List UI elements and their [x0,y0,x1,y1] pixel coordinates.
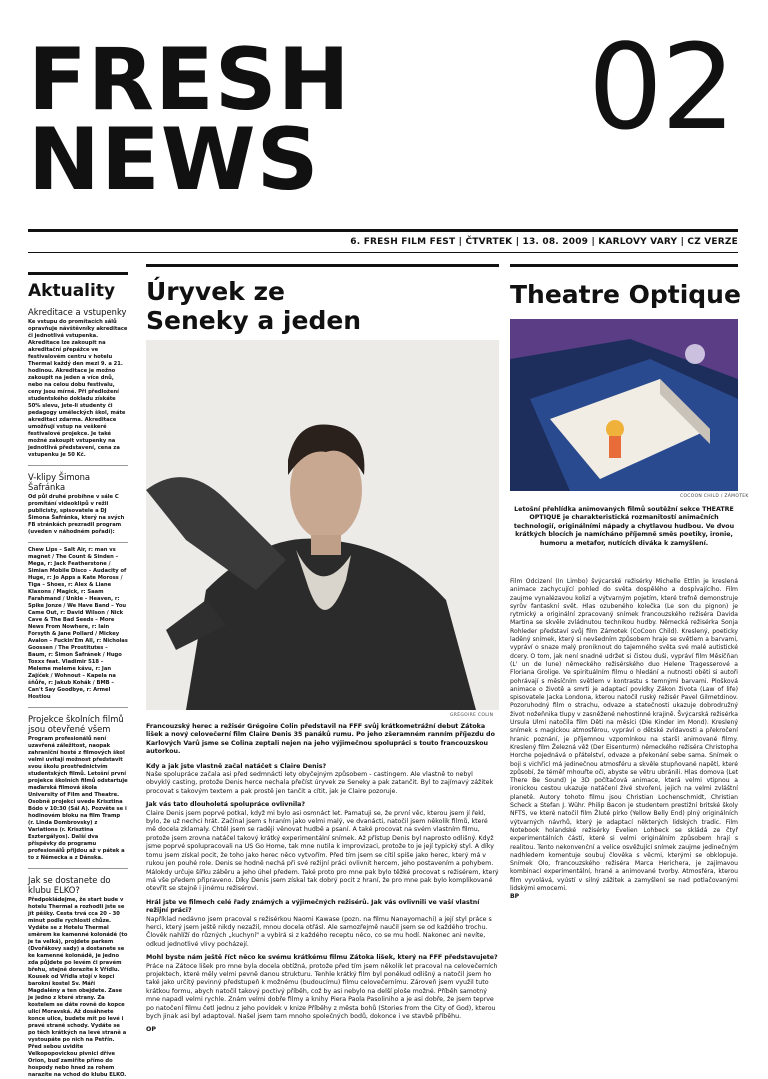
photo-credit: GRÉGOIRE COLIN [450,713,494,718]
theatre-title: Theatre Optique [510,280,741,309]
question: Mohl byste nám ještě říct něco ke svému krátkému filmu Zátoka lišek, který na FFF představujete? [146,954,498,962]
author-sign: OP [146,1026,156,1034]
divider [28,465,128,466]
issue-meta: 6. FRESH FILM FEST | ČTVRTEK | 13. 08. 2009 | KARLOVY VARY | CZ VERZE [350,237,738,247]
divider [28,868,128,869]
section-text: Program profesionálů není uzavřená záležitost, naopak zahraniční hosté z filmových škol velmi uvítají možnost představit svou školu prostřednictvím studentských filmů. Letošní první projekce školních filmů odstartuje maďarská filmová škola University of Film and Theatre. Osobně projekci uvede Krisztina Bódo v 10:30 (Sál A). Pozvěte se i hodinovém bloku na film Tramp (r. Linda Dombrovsky) z Variations (r. Krisztina Esztergályos). Další dva příspěvky do programu profesionálů přijdou až v pátek a to z Německa a z Dánska. [28,736,128,861]
section-text: Od půl druhé probíhne v sále C promítání videoklipů v režii publicisty, spisovatele a DJ Šimona Šafránka, který na svých FB stránkách prezradil program (uveden v náhodném pořadí): [28,494,125,535]
interview-body [146,723,499,1034]
center-rule [146,264,499,267]
theatre-body [510,578,738,988]
news-column [28,264,128,1078]
answer: Claire Denis jsem poprvé potkal, když mi bylo asi osmnáct let. Pamatuji se, že první věc, kterou jsem jí řekl, bylo, že už nechci hrát. Začínal jsem s hraním jako velmi malý, ve dvanácti, natočil jsem několik filmů, které mě docela zklamaly. Chtěl jsem se raději věnovat hudbě a psaní. A také procovat na svém vlastním filmu, protože jsem zrovna natáčel takový krátký experimentální snímek. Až přístup Denis byl naprosto odlišný. Když jsme poprvé spolupracovali na US Go Home, tak mne nutila k improvizaci, protože to je její typický styl. A díky tomu jsem získal pocit, že toho jako herec něco vytvořím. Před tím jsem se cítil spíše jako herec, který má v rukou jen pouhé role. Denis se hodně nechá při své režijní práci ovlivnit hercem, jeho postavením a pohybem. Málokdy určuje šířku záběru a jeho úhel předem. Také proto pro mne pak bylo těžké procovat s režisérem, který má vše předem připraveno. Díky Denis jsem získal tak dobrý pocit z hraní, že pro mne pak bylo komplikované otevřít se stejně i jinému režisérovi. [146,809,499,893]
section-title: Projekce školních filmů jsou otevřené všem [28,714,124,734]
question: Jak vás tato dlouholetá spolupráce ovlivnila? [146,801,306,809]
section-text: Ke vstupu do promítacích sálů opravňuje návštěvníky akreditace či jednotlivá vstupenka. Akreditace lze zakoupit na akreditační přepážce ve festivalovém centru v hotelu Thermal každý den mezi 9. a 21. hodinou. Akreditace je možno zakoupit na jeden a více dnů, nebo na celou dobu festivalu, ceny jsou mírné. Při předložení studentského dokladu získáte 50% slevu, jste-li studenty či pedagogy uměleckých škol, máte akreditaci zdarma. Akreditace umožňují vstup na veškeré festivalové projekce. Je také možné zakoupit vstupenky na jednotlivá představení, cena za vstupenku je 50 Kč. [28,319,128,458]
article-title: Úryvek ze Seneky a jeden [146,277,362,335]
section-list: Chew Lips – Salt Air, r: man vs magnet / The Count & Sinden – Mega, r: Jack Featherstone / Simian Mobile Disco – Audacity of Huge, r: Jo Apps a Kate Moross / Tiga – Shoes, r: Alex & Liane Klaxons / Magick, r: Saam Farahmand / Unkle – Heaven, r: Spike Jonze / We Have Band – You Came Out, r: David Wilson / Nick Cave & The Bad Seeds – More News From Nowhere, r: Iain Forsyth & Jane Pollard / Mickey Avalon – Fuckin'Em All, r: Nicholas Goossen / The Prostitutes – Baum, r: Šimon Šafránek / Hugo Toxxx feat. Vladimir 518 – Meleme meleme kávu, r: Jan Zajíček / Wohnout – Kapela na šňůře, r: Jakub Kohák / BMB – Can't Say Goodbye, r: Armel Hostiou [28,547,128,700]
issue-number: 02 [587,18,734,156]
masthead-line-1: FRESH [28,30,351,130]
animation-still [510,319,738,491]
header-rule [28,229,738,232]
interview-lead: Francouzský herec a režisér Grégoire Colin představil na FFF svůj krátkometrážní debut Zátoka lišek a nový celovečerní film Claire Denis 35 panáků rumu. Po jeho zšeramném ranním příjezdu do Karlových Varů jsme se Colina zeptali nejen na jeho výjimečnou spolupráci s touto francouzskou autorkou. [146,723,495,756]
answer: Například nedávno jsem pracoval s režisérkou Naomi Kawase (pozn. na filmu Nanayomachi) a její styl práce s herci, který jsem ještě nikdy nezažil, mnou docela otřásl. Ale samozřejmě naučil jsem se od každého trochu. Člověk nahlíží do různých „kuchyní" a vybírá si z každého receptu něco, co se mu hodí. Nakonec ani nevíte, odkud jednotlivé vlivy pocházejí. [146,915,492,948]
answer: Naše spolupráce začala asi před sedmnácti lety obyčejným způsobem - castingem. Ale vlastně to nebyl obvyklý casting, protože Denis herce nechala přečíst úryvek ze Seneky a pak zatančit. Byl to zajímavý zážitek procovat s takovým textem a pak prostě jen tančit a cítit, jak je Claire pozoruje. [146,771,494,795]
section-text: Předpokládejme, že start bude v hotelu Thermal a rozhodli jste se jít pěšky. Cesta trvá cca 20 - 30 minut podle rychlosti chůze. Vydáte se z Hotelu Thermal směrem ke kamenné kolonádě (to je ta velká), projdete parkem (Dvořákovy sady) a dostanete se ke kamenné kolonádě, je jedno zda půjdete po levém či pravém břehu, stejně dorazíte k Vřídlu. Kousek od Vřídla stojí v kopci barokní kostel Sv. Máří Magdalény a ten obejdete. Zase je jedno z které strany. Za kostelem se dáte rovně do kopce ulicí Moravská. Až dosáhnete konce ulice, budete mít po levé i pravé straně schody. Vydáte se po těch krátkých na levé straně a vystoupáte po nich na Petřín. Před sebou uvidíte Velkopopovickou pivnici dříve Orion, buď zamiříte přímo do hospody nebo hned za rohem narazíte na vchod do klubu ELKO. [28,897,128,1078]
divider [28,542,128,543]
question: Kdy a jak jste vlastně začal natáčet s Claire Denis? [146,762,327,770]
theatre-lead: Letošní přehlídka animovaných filmů soutěžní sekce THEATRE OPTIQUE je charakteristická rozmanitostí animačních technologií, originálními nápady a chytlavou hudbou. Ve dvou krátkých blocích je namícháno příjemně směs poetiky, ironie, humoru a metafor, nutících diváka k zamyšlení. [513,506,735,547]
masthead [28,30,351,210]
author-sign: BP [510,893,520,901]
photo-credit: COCOON CHILD / ZÁMOTEK [680,494,749,499]
section-title: V-klipy Šimona Šafránka [28,472,91,492]
news-heading: Aktuality [28,272,128,301]
theatre-text: Film Odcizení (In Limbo) švýcarské režisérky Michelle Ettlin je kreslená animace zachycující pohled do světa dospělého a dospívajícího. Film zaujme vynalézavou kolizí a výtvarným pojetím, které trefně demonstruje syrův fantaskní svět. Hlas ozubeného kolečka (Le son du pignon) je rytmický a originální zpracovaný snímek francouzského režiséra Davida Martina se skvěle zvládnutou technikou hudby. Německá režisérka Sonja Rohleder představí svůj film Zámotek (CoCoon Child). Kreslený, poeticky laděný snímek, který si nevšedním způsobem hraje se světlem a barvami, vypráví o snaze malý proniknout do tajemného světa své malé autistické dcery. O tom, jak není snadné udržet si čistou duši, vypráví film Měsíčňan (L' un de lune) německého režisérského duo Helene Tragesserové a Floriana Grolige. Ve spirituálním filmu o hledání a nutnosti oběti si autoři pohrávají s měsíčním světlem v kontrastu s temnými barvami. Plošková animace o životě a smrti je adaptací povídky Zákon života (Law of life) spisovatele Jacka Londona, kterou natočil ruský režisér Pavel Gilmetdinov. Pozoruhodný film o strachu, odvaze a statečnosti ukazuje dobrodružný život nožeňnika tlupy v zasněžené nehostinné krajině. Švýcarská režisérka Ursula Ulmi natočila film Děti na měsíci (Die Kinder im Mond). Kreslený snímek s magickou atmosférou, vypráví o dětské zvídavosti a překročení hranic poznání, je příjemnou vzpomínkou na starší animované filmy. Kreslený film Železná věž (Der Eisenturm) německého režiséra Christopha Horche pojednává o přátelství, odvaze a překonání sebe sama. Snímek o boji s vichřicí má jedinečnou atmosféru a skvěle stupňované napětí, které způsobí, že téměř mhouřte oči, abyste se větru ubránili. Hlas domova (Let There Be Sound) je 3D počítačová animace, která velmi vtipnou a ironickou cestou ukazuje natáčení živé stvoření, jejich na velmi zvláštní planetě. Autory tohoto filmu jsou Christian Lochenschmidt, Christian Scheck a Stefan J. Wühr. Philip Bacon je studentem prestižní britské školy NFTS, ve které natočil film Žluté pírko (Yellow Belly End) plný originálních výtvarných návrhů, který je adaptací některých lidských tradic. Film Notebook holandské režisérky Evelien Lohbeck se skládá ze čtyř experimentálních částí, které si velmi originálním způsobem hrají s realitou. Tento nekonvenční a velice osvěžující snímek zaujme jedinečným nadhledem komentuje soubuj člověka s věcmi, kterými se obklopuje. Snímek Olo, francouzského režiséra Marca Hericherа, je zajímavou kombinací experimentální, hrané a animované tvorby. Atmosféra, kterou film vyvolává, vyústí v silný zážitek a zamyšlení se nad potlačovanými lidskými emocemi. [510,578,738,892]
right-rule [510,264,738,267]
section-title: Jak se dostanete do klubu ELKO? [28,875,111,895]
answer: Práce na Zátoce lišek pro mne byla docela obtížná, protože před tím jsem několik let pracoval na celovečerních projektech, které měly velmi pevně danou strukturu. Tenhle krátký film byl poněkud odlišný a natočil jsem ho také jako určitý pevinný předstupeň k možnému (budoucímu) filmu celovečernímu. Zároveň jsem využil tuto krátkou formu, abych natočil takový poctivý příběh, což by asi nebylo na delší ploše možné. Příběh samotný mne napadl velmi rychle. Znám velmi dobře filmy a knihy Piera Paola Pasoliniho a je asi dobře, že jsem teprve po natočení filmu četl jednu z jeho povídek v knize Příběhy z města bohů (Stories from the City of God), kterou bych jinak asi byl adaptoval. Našel jsem tam mnoho společných bodů, dokonce i ve stavbě příběhu. [146,962,498,1020]
question: Hrál jste ve filmech celé řady známých a výjimečných režisérů. Jak vás ovlivnili ve vaší vlastní režijní práci? [146,898,480,915]
header-subrule [28,252,738,253]
divider [28,707,128,708]
masthead-line-2: NEWS [28,110,320,210]
portrait-photo [146,340,499,710]
section-title: Akreditace a vstupenky [28,307,127,317]
